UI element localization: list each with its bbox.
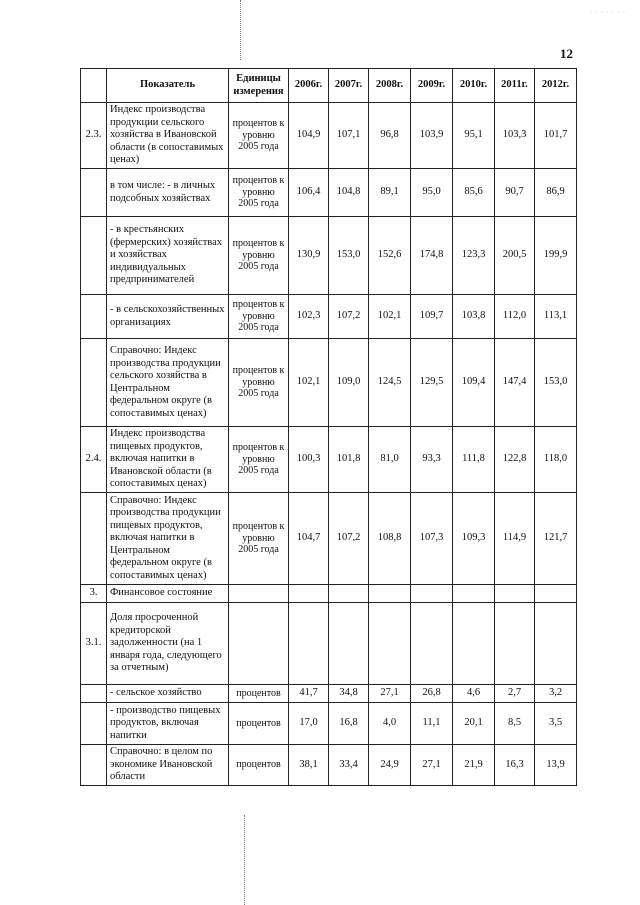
row-number [81, 217, 107, 295]
table-row [81, 745, 577, 786]
indicator-cell: - в крестьянских (фермерских) хозяйствах и хозяйствах индивидуальных предпринимателей [107, 217, 229, 295]
value-cell: 109,3 [453, 493, 495, 585]
row-number: 2.4. [81, 427, 107, 493]
header-year: 2007г. [329, 69, 369, 103]
value-cell: 95,1 [453, 103, 495, 169]
value-cell [289, 585, 329, 603]
value-cell [495, 603, 535, 685]
value-cell: 102,1 [369, 295, 411, 339]
value-cell: 103,9 [411, 103, 453, 169]
unit-cell: процентов [229, 703, 289, 745]
value-cell [369, 585, 411, 603]
value-cell: 16,8 [329, 703, 369, 745]
value-cell: 17,0 [289, 703, 329, 745]
unit-cell: процентов к уровню 2005 года [229, 339, 289, 427]
row-number: 2.3. [81, 103, 107, 169]
unit-cell: процентов к уровню 2005 года [229, 295, 289, 339]
header-year: 2009г. [411, 69, 453, 103]
row-number [81, 745, 107, 786]
value-cell: 20,1 [453, 703, 495, 745]
value-cell: 96,8 [369, 103, 411, 169]
header-num [81, 69, 107, 103]
value-cell: 34,8 [329, 685, 369, 703]
value-cell [329, 585, 369, 603]
value-cell [411, 585, 453, 603]
value-cell: 103,8 [453, 295, 495, 339]
value-cell: 107,2 [329, 493, 369, 585]
header-indicator: Показатель [107, 69, 229, 103]
value-cell: 33,4 [329, 745, 369, 786]
value-cell: 100,3 [289, 427, 329, 493]
value-cell: 41,7 [289, 685, 329, 703]
unit-cell: процентов [229, 685, 289, 703]
header-year: 2011г. [495, 69, 535, 103]
value-cell: 124,5 [369, 339, 411, 427]
page-number: 12 [560, 46, 573, 61]
row-number [81, 685, 107, 703]
value-cell: 2,7 [495, 685, 535, 703]
indicator-cell: Доля просроченной кредиторской задолженности (на 1 января года, следующего за отчетным) [107, 603, 229, 685]
value-cell: 4,0 [369, 703, 411, 745]
value-cell: 89,1 [369, 169, 411, 217]
value-cell: 104,9 [289, 103, 329, 169]
value-cell: 21,9 [453, 745, 495, 786]
value-cell: 129,5 [411, 339, 453, 427]
table-row [81, 703, 577, 745]
value-cell [289, 603, 329, 685]
value-cell: 199,9 [535, 217, 577, 295]
value-cell: 107,3 [411, 493, 453, 585]
table-row [81, 169, 577, 217]
indicator-cell: - сельское хозяйство [107, 685, 229, 703]
value-cell: 85,6 [453, 169, 495, 217]
header-year: 2006г. [289, 69, 329, 103]
table-row [81, 103, 577, 169]
table-row [81, 339, 577, 427]
value-cell: 107,1 [329, 103, 369, 169]
value-cell: 114,9 [495, 493, 535, 585]
value-cell [453, 585, 495, 603]
indicator-cell: Финансовое состояние [107, 585, 229, 603]
value-cell: 174,8 [411, 217, 453, 295]
table-row [81, 685, 577, 703]
indicators-table [80, 68, 577, 786]
value-cell: 111,8 [453, 427, 495, 493]
value-cell: 130,9 [289, 217, 329, 295]
value-cell: 153,0 [535, 339, 577, 427]
value-cell: 16,3 [495, 745, 535, 786]
value-cell: 104,7 [289, 493, 329, 585]
value-cell: 86,9 [535, 169, 577, 217]
indicator-cell: - производство пищевых продуктов, включая напитки [107, 703, 229, 745]
value-cell [411, 603, 453, 685]
unit-cell: процентов к уровню 2005 года [229, 103, 289, 169]
value-cell: 4,6 [453, 685, 495, 703]
value-cell: 109,7 [411, 295, 453, 339]
scan-corner-marks: · · · · · · · [590, 10, 626, 16]
value-cell: 109,0 [329, 339, 369, 427]
value-cell: 113,1 [535, 295, 577, 339]
unit-cell: процентов [229, 745, 289, 786]
indicator-cell: Индекс производства пищевых продуктов, включая напитки в Ивановской области (в сопоставимых ценах) [107, 427, 229, 493]
value-cell: 102,1 [289, 339, 329, 427]
value-cell [535, 585, 577, 603]
value-cell: 108,8 [369, 493, 411, 585]
value-cell: 27,1 [369, 685, 411, 703]
value-cell: 90,7 [495, 169, 535, 217]
indicator-cell: Справочно: в целом по экономике Ивановской области [107, 745, 229, 786]
table-body [81, 103, 577, 786]
value-cell: 104,8 [329, 169, 369, 217]
value-cell: 107,2 [329, 295, 369, 339]
value-cell: 11,1 [411, 703, 453, 745]
value-cell [369, 603, 411, 685]
value-cell: 93,3 [411, 427, 453, 493]
value-cell: 3,5 [535, 703, 577, 745]
indicator-cell: Индекс производства продукции сельского хозяйства в Ивановской области (в сопоставимых ценах) [107, 103, 229, 169]
value-cell [329, 603, 369, 685]
unit-cell [229, 585, 289, 603]
unit-cell: процентов к уровню 2005 года [229, 169, 289, 217]
unit-cell: процентов к уровню 2005 года [229, 427, 289, 493]
value-cell: 200,5 [495, 217, 535, 295]
value-cell: 102,3 [289, 295, 329, 339]
value-cell [453, 603, 495, 685]
value-cell: 152,6 [369, 217, 411, 295]
value-cell: 112,0 [495, 295, 535, 339]
indicator-cell: в том числе: - в личных подсобных хозяйствах [107, 169, 229, 217]
table-row [81, 603, 577, 685]
value-cell: 95,0 [411, 169, 453, 217]
value-cell: 153,0 [329, 217, 369, 295]
row-number [81, 493, 107, 585]
table-header-row [81, 69, 577, 103]
value-cell [535, 603, 577, 685]
value-cell: 118,0 [535, 427, 577, 493]
value-cell: 81,0 [369, 427, 411, 493]
scan-mark-bottom [244, 815, 246, 905]
value-cell: 24,9 [369, 745, 411, 786]
value-cell: 3,2 [535, 685, 577, 703]
indicator-cell: - в сельскохозяйственных организациях [107, 295, 229, 339]
header-year: 2008г. [369, 69, 411, 103]
value-cell: 109,4 [453, 339, 495, 427]
value-cell: 147,4 [495, 339, 535, 427]
indicator-cell: Справочно: Индекс производства продукции пищевых продуктов, включая напитки в Центральном федеральном округе (в сопоставимых ценах) [107, 493, 229, 585]
table-row [81, 585, 577, 603]
row-number [81, 169, 107, 217]
scan-mark-top [240, 0, 242, 60]
unit-cell [229, 603, 289, 685]
value-cell: 13,9 [535, 745, 577, 786]
row-number [81, 703, 107, 745]
value-cell: 27,1 [411, 745, 453, 786]
header-year: 2012г. [535, 69, 577, 103]
table-row [81, 295, 577, 339]
table-row [81, 217, 577, 295]
value-cell: 38,1 [289, 745, 329, 786]
header-unit: Единицы измерения [229, 69, 289, 103]
value-cell: 121,7 [535, 493, 577, 585]
row-number [81, 339, 107, 427]
value-cell [495, 585, 535, 603]
value-cell: 103,3 [495, 103, 535, 169]
indicator-cell: Справочно: Индекс производства продукции сельского хозяйства в Центральном федеральном округе (в сопоставимых ценах) [107, 339, 229, 427]
unit-cell: процентов к уровню 2005 года [229, 217, 289, 295]
header-year: 2010г. [453, 69, 495, 103]
row-number [81, 295, 107, 339]
table-row [81, 493, 577, 585]
value-cell: 8,5 [495, 703, 535, 745]
value-cell: 123,3 [453, 217, 495, 295]
value-cell: 106,4 [289, 169, 329, 217]
unit-cell: процентов к уровню 2005 года [229, 493, 289, 585]
value-cell: 26,8 [411, 685, 453, 703]
row-number: 3. [81, 585, 107, 603]
value-cell: 101,8 [329, 427, 369, 493]
table-row [81, 427, 577, 493]
value-cell: 122,8 [495, 427, 535, 493]
value-cell: 101,7 [535, 103, 577, 169]
row-number: 3.1. [81, 603, 107, 685]
